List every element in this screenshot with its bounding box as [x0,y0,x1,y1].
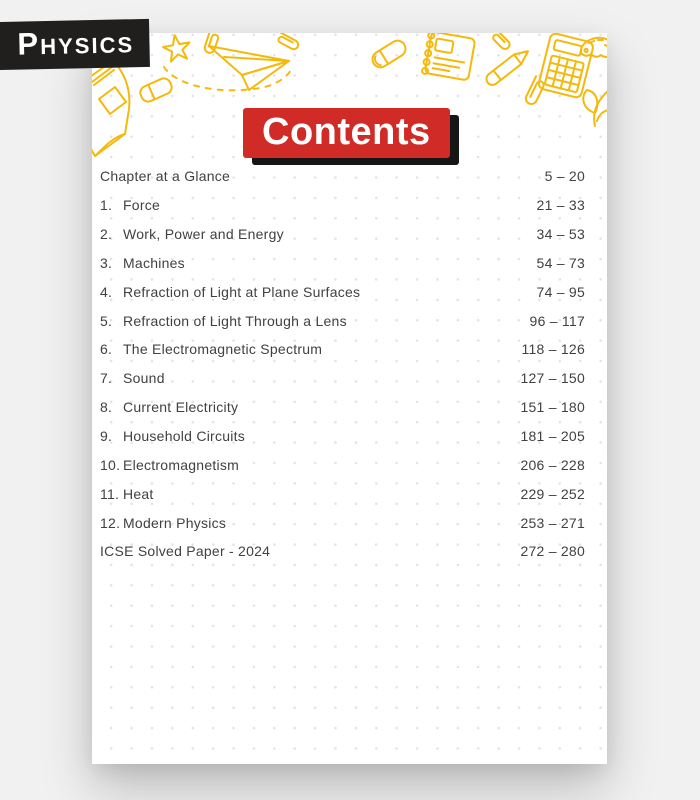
toc-row-number: 3. [100,254,113,271]
toc-row [100,537,585,566]
toc-row-pages: 181 – 205 [520,428,585,445]
capsule-eraser-icon [369,38,408,71]
toc-row [100,306,585,335]
toc-row-pages: 118 – 126 [521,341,585,358]
toc-row [100,508,585,537]
toc-row-pages: 74 – 95 [536,283,585,300]
spiral-notepad-icon [422,33,476,81]
toc-row-title: Electromagnetism [123,456,240,473]
toc-row-pages: 229 – 252 [520,485,585,502]
toc-row-title: Force [123,197,161,214]
toc-row [100,162,585,191]
toc-row-title: ICSE Solved Paper - 2024 [100,543,271,560]
paperclip-icon-4 [524,76,546,106]
contents-title: Contents [243,108,450,158]
toc-row-pages: 54 – 73 [536,254,585,271]
toc-row-title: Chapter at a Glance [100,168,231,185]
toc-row-title: Refraction of Light Through a Lens [123,312,347,329]
dashed-trail [164,67,291,90]
toc-row-title: Household Circuits [123,428,245,445]
toc-row-number: 9. [100,428,113,445]
toc-row-title: Sound [123,370,165,387]
toc-row-pages: 21 – 33 [536,197,585,214]
toc-row-number: 6. [100,341,113,358]
page-card [92,33,607,764]
toc-row-pages: 151 – 180 [520,399,585,416]
toc-list [100,162,585,566]
toc-row [100,364,585,393]
toc-row-number: 4. [100,283,113,300]
toc-row-pages: 127 – 150 [520,370,585,387]
paperclip-icon-3 [491,33,511,51]
paperclip-icon-2 [277,33,300,51]
toc-row-pages: 34 – 53 [536,226,585,243]
toc-row [100,335,585,364]
toc-row [100,393,585,422]
toc-row-number: 1. [100,197,113,214]
toc-row-title: Current Electricity [123,399,239,416]
book-icon [92,61,129,156]
toc-row [100,191,585,220]
toc-row-title: The Electromagnetic Spectrum [123,341,323,358]
toc-row [100,479,585,508]
toc-row [100,277,585,306]
toc-row [100,249,585,278]
toc-row-number: 5. [100,312,113,329]
paperclip-icon [203,33,218,54]
toc-row-number: 11. [100,485,120,502]
toc-row-title: Refraction of Light at Plane Surfaces [123,283,361,300]
leaf-icon [583,90,607,126]
toc-row-number: 12. [100,514,121,531]
toc-row-title: Work, Power and Energy [123,226,284,243]
eraser-icon [138,76,174,104]
toc-row [100,450,585,479]
toc-row-number: 7. [100,370,113,387]
toc-row-pages: 253 – 271 [520,514,585,531]
subject-badge: Physics [0,19,150,70]
toc-row-pages: 272 – 280 [520,543,585,560]
toc-row [100,220,585,249]
pencil-icon [484,46,532,87]
toc-row [100,422,585,451]
star-icon [163,35,189,61]
toc-row-pages: 96 – 117 [529,312,585,329]
toc-row-title: Modern Physics [123,514,227,531]
toc-row-number: 10. [100,456,121,473]
toc-row-title: Machines [123,254,185,271]
toc-row-number: 2. [100,226,113,243]
toc-row-pages: 5 – 20 [544,168,585,185]
toc-row-title: Heat [123,485,154,502]
toc-row-pages: 206 – 228 [520,456,585,473]
toc-row-number: 8. [100,399,113,416]
